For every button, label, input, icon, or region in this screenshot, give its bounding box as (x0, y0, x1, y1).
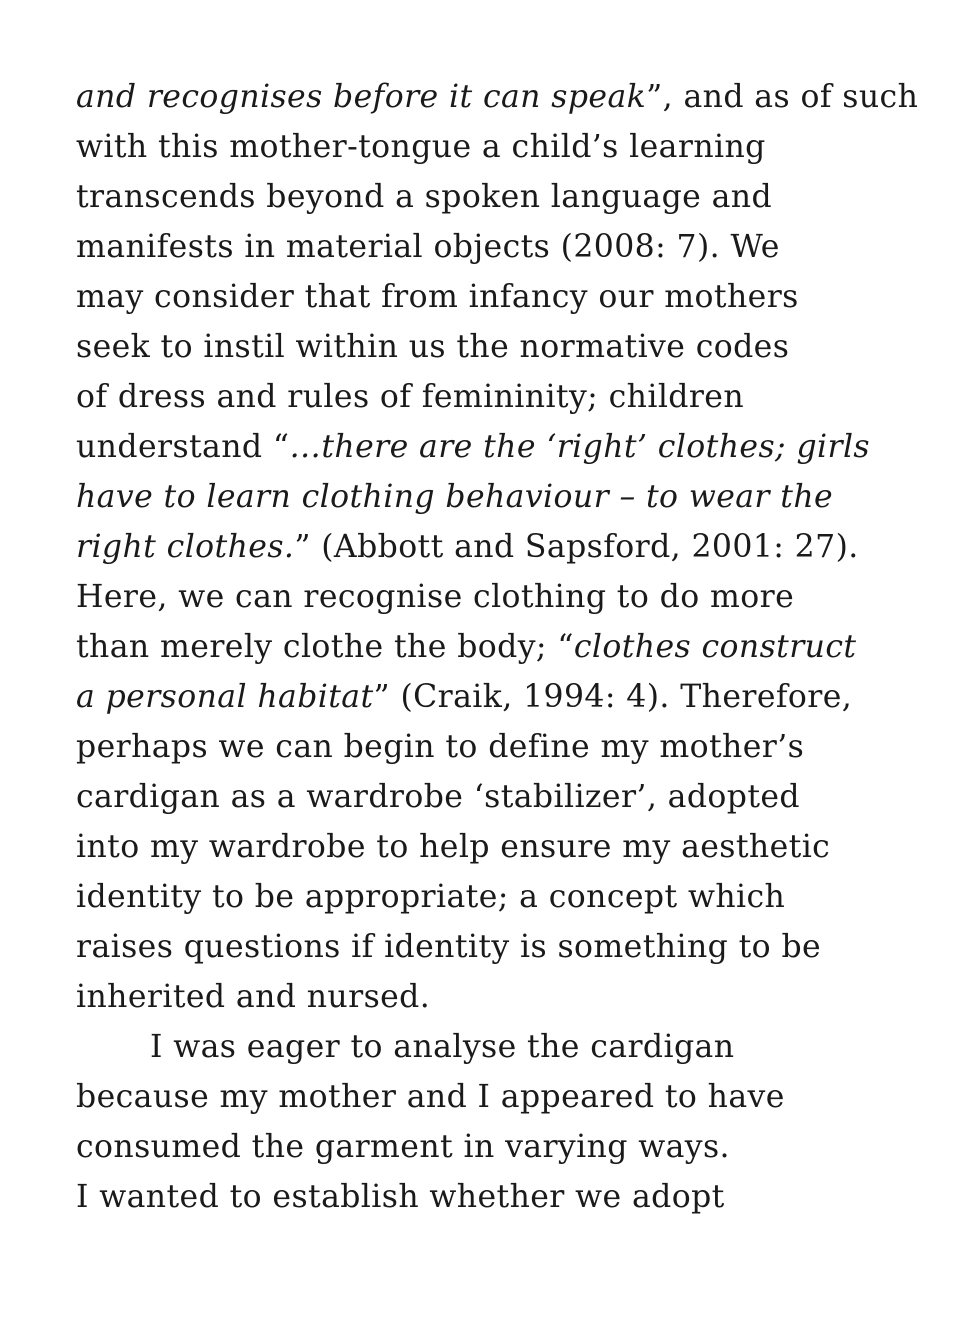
text-run: I wanted to establish whether we adopt (76, 1179, 725, 1215)
text-line (76, 72, 936, 122)
text-line (76, 522, 936, 572)
text-line (76, 1072, 936, 1122)
text-run: manifests in material objects (2008: 7). We (76, 229, 780, 265)
text-run: cardigan as a wardrobe ‘stabilizer’, adopted (76, 779, 800, 815)
text-line (76, 722, 936, 772)
text-run: than merely clothe the body; “ (76, 629, 574, 665)
text-run: ”, and as of such (646, 79, 919, 115)
text-line (76, 122, 936, 172)
italic-quote: have to learn clothing behaviour – to wear the (76, 479, 834, 515)
text-line (76, 772, 936, 822)
text-run: inherited and nursed. (76, 979, 431, 1015)
text-line (76, 1022, 936, 1072)
paragraph-1 (76, 72, 936, 1022)
text-line (76, 272, 936, 322)
text-run: transcends beyond a spoken language and (76, 179, 773, 215)
italic-quote: a personal habitat (76, 679, 374, 715)
text-run: consumed the garment in varying ways. (76, 1129, 730, 1165)
text-line (76, 922, 936, 972)
text-line (76, 672, 936, 722)
citation: ” (Abbott and Sapsford, 2001: 27). (294, 529, 859, 565)
text-line (76, 422, 936, 472)
text-line (76, 472, 936, 522)
text-line (76, 972, 936, 1022)
text-run: seek to instil within us the normative codes (76, 329, 790, 365)
text-line (76, 572, 936, 622)
paragraph-2 (76, 1022, 936, 1172)
text-line (76, 822, 936, 872)
text-line (76, 1172, 936, 1222)
paragraph-3 (76, 1172, 936, 1222)
text-run: may consider that from infancy our mothers (76, 279, 799, 315)
text-run: I was eager to analyse the cardigan (150, 1029, 735, 1065)
text-line (76, 172, 936, 222)
italic-quote: clothes construct (573, 629, 857, 665)
citation: ” (Craik, 1994: 4). Therefore, (373, 679, 853, 715)
text-line (76, 872, 936, 922)
italic-quote: …there are the ‘right’ clothes; girls (289, 429, 870, 465)
italic-quote: and recognises before it can speak (76, 79, 647, 115)
text-line (76, 372, 936, 422)
text-line (76, 222, 936, 272)
text-run: into my wardrobe to help ensure my aesthetic (76, 829, 831, 865)
text-run: perhaps we can begin to define my mother’s (76, 729, 805, 765)
text-line (76, 622, 936, 672)
text-line (76, 1122, 936, 1172)
text-run: with this mother-tongue a child’s learning (76, 129, 766, 165)
text-run: Here, we can recognise clothing to do more (76, 579, 795, 615)
text-run: identity to be appropriate; a concept which (76, 879, 786, 915)
text-run: raises questions if identity is something to be (76, 929, 822, 965)
document-page (76, 72, 936, 1222)
text-run: because my mother and I appeared to have (76, 1079, 785, 1115)
text-line (76, 322, 936, 372)
italic-quote: right clothes. (76, 529, 295, 565)
text-run: understand “ (76, 429, 290, 465)
text-run: of dress and rules of femininity; children (76, 379, 745, 415)
